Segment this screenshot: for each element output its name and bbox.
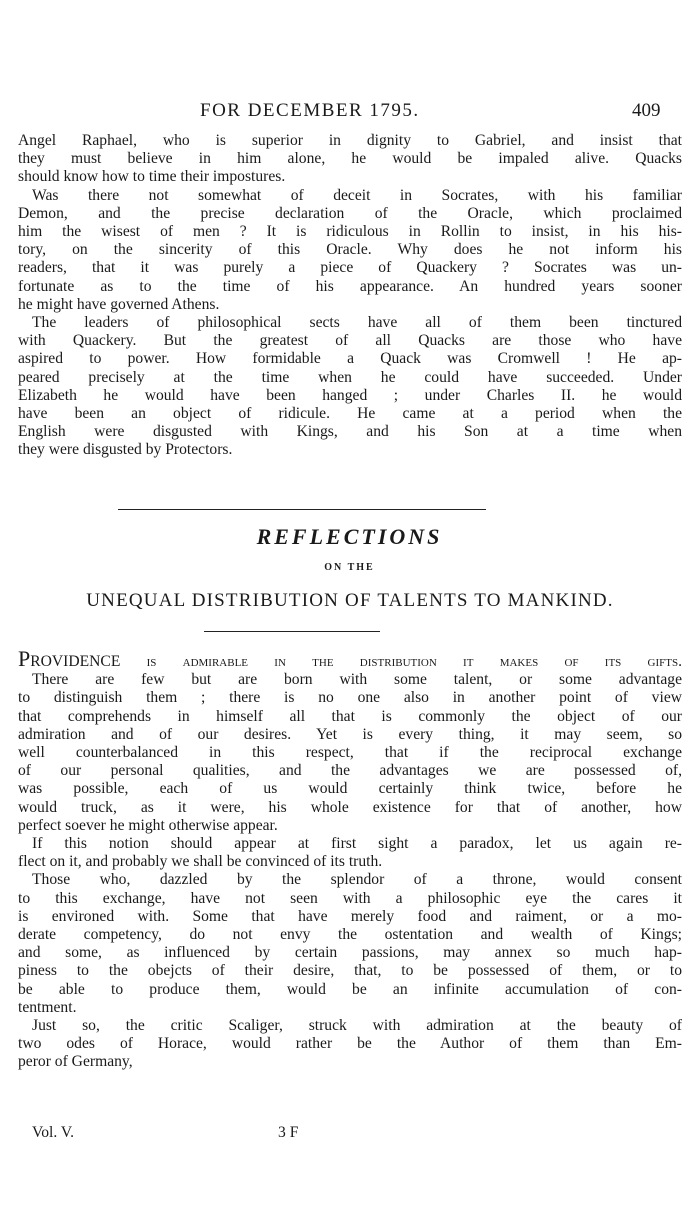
article-title-connector: ON THE <box>324 562 375 573</box>
text-line: and some, as influenced by certain passions, may annex so much hap- <box>18 944 682 962</box>
signature-mark: 3 F <box>278 1124 299 1141</box>
text-line: is environed with. Some that have merely food and raiment, or a mo- <box>18 907 682 925</box>
text-line: There are few but are born with some talent, or some advantage <box>32 671 682 689</box>
text-line: to this exchange, have not seen with a philosophic eye the cares it <box>18 889 682 907</box>
text-line: tentment. <box>18 998 77 1016</box>
text-line: two odes of Horace, would rather be the Author of them than Em- <box>18 1035 682 1053</box>
title-divider <box>204 631 380 632</box>
text-line: Angel Raphael, who is superior in dignity to Gabriel, and insist that <box>18 132 682 149</box>
text-line: The leaders of philosophical sects have all of them been tinctured <box>32 314 682 332</box>
text-line: fortunate as to the time of his appearance. An hundred years sooner <box>18 277 682 295</box>
text-line: they must believe in him alone, he would be impaled alive. Quacks <box>18 150 682 168</box>
drop-cap: P <box>18 646 31 671</box>
text-block-reflections <box>18 646 682 1072</box>
text-line: was possible, each of us would certainly think twice, before he <box>18 780 682 798</box>
text-line: Those who, dazzled by the splendor of a throne, would consent <box>32 871 682 889</box>
text-line: him the wisest of men ? It is ridiculous in Rollin to insist, in his his- <box>18 223 682 241</box>
text-line: would truck, as it were, his whole existence for that of another, how <box>18 798 682 816</box>
text-line: should know how to time their impostures. <box>18 168 286 186</box>
text-line: peror of Germany, <box>18 1053 133 1071</box>
text-line: perfect soever he might otherwise appear. <box>18 816 278 834</box>
text-line: aspired to power. How formidable a Quack was Cromwell ! He ap- <box>18 350 682 368</box>
text-line: have been an object of ridicule. He came at a period when the <box>18 405 682 423</box>
text-line: of our personal qualities, and the advantages we are possessed of, <box>18 762 682 780</box>
article-subtitle: UNEQUAL DISTRIBUTION OF TALENTS TO MANKIND. <box>86 590 614 611</box>
text-block-quackery <box>18 132 682 460</box>
text-line: Elizabeth he would have been hanged ; under Charles II. he would <box>18 386 682 404</box>
page-footer <box>0 1124 699 1148</box>
text-line: that comprehends in himself all that is commonly the object of our <box>18 707 682 725</box>
opening-line <box>18 646 682 671</box>
text-line: peared precisely at the time when he could have succeeded. Under <box>18 368 682 386</box>
text-line: well counterbalanced in this respect, that if the reciprocal exchange <box>18 744 682 762</box>
text-line: to distinguish them ; there is no one also in another point of view <box>18 689 682 707</box>
text-line: readers, that it was purely a piece of Quackery ? Socrates was un- <box>18 259 682 277</box>
text-line: Demon, and the precise declaration of the Oracle, which proclaimed <box>18 204 682 222</box>
text-line: they were disgusted by Protectors. <box>18 441 233 459</box>
text-line: derate competency, do not envy the ostentation and wealth of Kings; <box>18 926 682 944</box>
text-line: flect on it, and probably we shall be convinced of its truth. <box>18 853 383 871</box>
text-line: tory, on the sincerity of this Oracle. Why does he not inform his <box>18 241 682 259</box>
page-number: 409 <box>632 100 661 121</box>
text-line: piness to the obejcts of their desire, that, to be possessed of them, or to <box>18 962 682 980</box>
volume-label: Vol. V. <box>32 1124 75 1141</box>
text-line: admiration and of our desires. Yet is every thing, it may seem, so <box>18 725 682 743</box>
opening-line-text: ROVIDENCE is admirable in the distribution it makes of its gifts. <box>30 653 682 670</box>
text-line: with Quackery. But the greatest of all Quacks are those who have <box>18 332 682 350</box>
running-title: FOR DECEMBER 1795. <box>200 100 420 121</box>
running-head <box>0 100 699 124</box>
text-line: Was there not somewhat of deceit in Socrates, with his familiar <box>32 186 682 204</box>
article-title: REFLECTIONS <box>256 524 443 549</box>
text-line: Just so, the critic Scaliger, struck with admiration at the beauty of <box>32 1017 682 1035</box>
text-line: be able to produce them, would be an infinite accumulation of con- <box>18 980 682 998</box>
text-line: he might have governed Athens. <box>18 295 220 313</box>
text-line: English were disgusted with Kings, and his Son at a time when <box>18 423 682 441</box>
text-line: If this notion should appear at first sight a paradox, let us again re- <box>32 835 682 853</box>
section-divider <box>118 509 486 510</box>
